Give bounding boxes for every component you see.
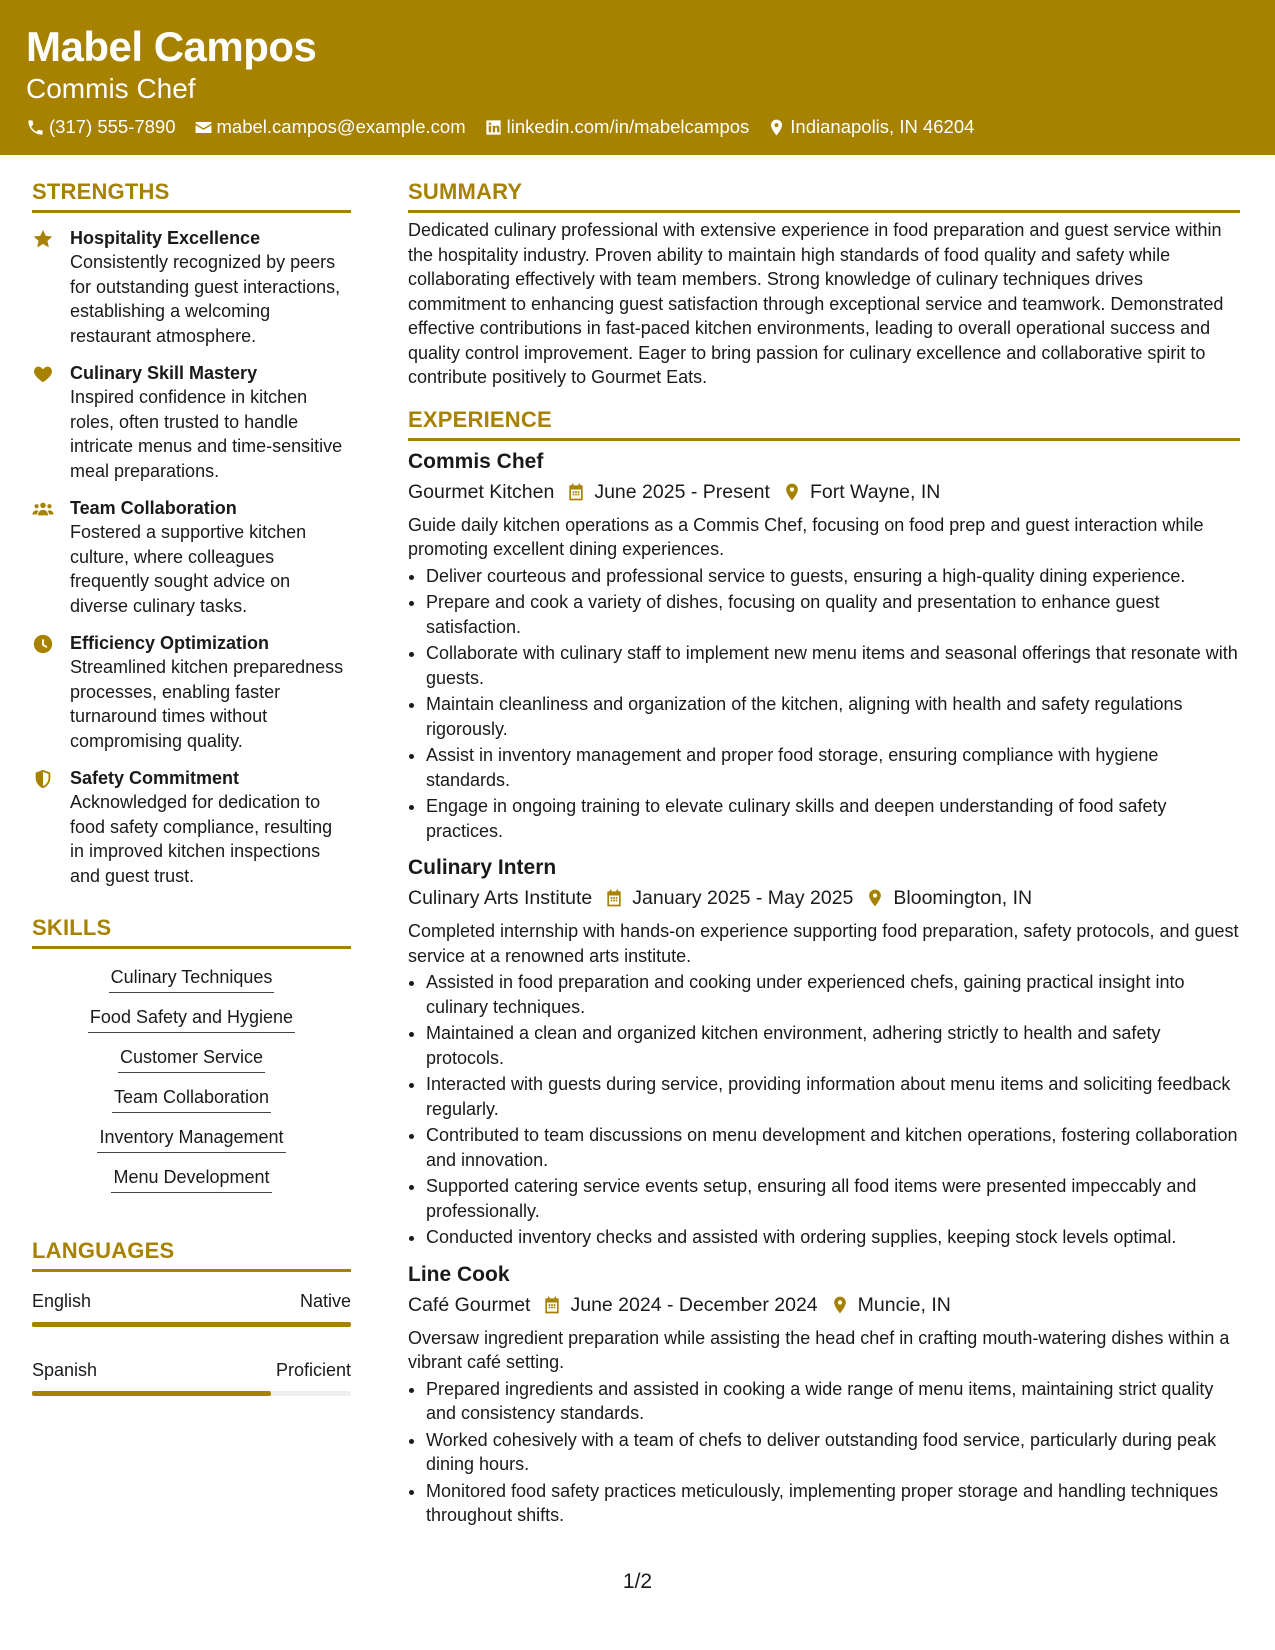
candidate-title: Commis Chef xyxy=(26,73,196,104)
job-bullets xyxy=(408,564,1240,844)
skills-list xyxy=(32,949,351,1193)
language-item xyxy=(32,1288,351,1327)
heart-icon xyxy=(32,363,54,385)
job-meta xyxy=(408,883,1240,913)
language-item xyxy=(32,1357,351,1396)
job-meta xyxy=(408,1290,1240,1320)
job-bullet: • Interacted with guests during service, providing information about menu items and soliciting feedback regularly. xyxy=(426,1072,1240,1121)
job-dates: June 2025 - Present xyxy=(594,480,770,503)
job-bullets xyxy=(408,970,1240,1250)
email-text[interactable]: mabel.campos@example.com xyxy=(216,116,466,137)
strength-desc: Streamlined kitchen preparedness processes, enabling faster turnaround times without compromising quality. xyxy=(70,657,344,751)
left-column xyxy=(32,176,351,1396)
contact-bar xyxy=(26,115,992,139)
language-bar xyxy=(32,1322,351,1327)
job-title: Commis Chef xyxy=(408,449,544,473)
strengths-list xyxy=(32,226,351,888)
skill-tag: Customer Service xyxy=(118,1044,265,1073)
job-location: Fort Wayne, IN xyxy=(809,480,941,503)
strength-item xyxy=(32,766,351,888)
strength-desc: Fostered a supportive kitchen culture, where colleagues frequently sought advice on diverse culinary tasks. xyxy=(70,522,307,616)
job-bullet: • Assisted in food preparation and cooking under experienced chefs, gaining practical insight into culinary techniques. xyxy=(426,970,1240,1019)
contact-location xyxy=(767,115,974,139)
contact-email[interactable] xyxy=(194,115,466,139)
skill-tag: Team Collaboration xyxy=(112,1084,271,1113)
job-bullet: • Deliver courteous and professional service to guests, ensuring a high-quality dining experience. xyxy=(426,564,1240,589)
location-pin-icon xyxy=(767,118,786,137)
job-location: Bloomington, IN xyxy=(893,887,1033,909)
languages-heading: LANGUAGES xyxy=(32,1235,351,1272)
skills-heading: SKILLS xyxy=(32,912,351,949)
location-pin-icon xyxy=(865,888,885,908)
job-dates: January 2025 - May 2025 xyxy=(632,887,854,909)
location-text: Indianapolis, IN 46204 xyxy=(790,116,975,137)
calendar-icon xyxy=(604,888,624,908)
job-entry xyxy=(408,447,1240,844)
strength-name: Hospitality Excellence xyxy=(70,228,261,248)
job-bullet: • Prepared ingredients and assisted in cooking a wide range of menu items, maintaining strict quality and consistency standards. xyxy=(426,1377,1240,1426)
job-bullet: • Supported catering service events setup, ensuring all food items were presented impeccably and professionally. xyxy=(426,1174,1240,1223)
location-pin-icon xyxy=(782,482,802,502)
job-entry xyxy=(408,853,1240,1250)
strength-item xyxy=(32,496,351,618)
job-description: Completed internship with hands-on experience supporting food preparation, safety protocols, and guest service at a renowned arts institute. xyxy=(408,921,1239,966)
language-name: English xyxy=(32,1291,92,1311)
job-location: Muncie, IN xyxy=(857,1293,951,1316)
linkedin-icon xyxy=(484,118,503,137)
job-bullet: • Collaborate with culinary staff to implement new menu items and seasonal offerings that resonate with guests. xyxy=(426,641,1240,690)
job-bullet: • Maintain cleanliness and organization of the kitchen, aligning with health and safety regulations rigorously. xyxy=(426,692,1240,741)
skill-tag: Food Safety and Hygiene xyxy=(88,1004,295,1033)
experience-heading: EXPERIENCE xyxy=(408,404,1240,441)
languages-list xyxy=(32,1288,351,1396)
calendar-icon xyxy=(542,1295,562,1315)
job-entry xyxy=(408,1260,1240,1528)
resume-header xyxy=(0,0,1275,155)
job-company: Café Gourmet xyxy=(408,1293,531,1316)
job-dates: June 2024 - December 2024 xyxy=(570,1293,818,1316)
language-bar-fill xyxy=(32,1322,351,1327)
skill-tag: Culinary Techniques xyxy=(109,964,275,993)
phone-text: (317) 555-7890 xyxy=(49,116,176,137)
linkedin-text[interactable]: linkedin.com/in/mabelcampos xyxy=(506,116,750,137)
job-bullet: • Monitored food safety practices meticulously, implementing proper storage and handling techniques throughout shifts. xyxy=(426,1479,1240,1528)
job-bullet: • Prepare and cook a variety of dishes, focusing on quality and presentation to enhance guest satisfaction. xyxy=(426,590,1240,639)
calendar-icon xyxy=(566,482,586,502)
strength-name: Efficiency Optimization xyxy=(70,633,270,653)
strength-desc: Consistently recognized by peers for outstanding guest interactions, establishing a welcoming restaurant atmosphere. xyxy=(70,252,341,346)
strength-item xyxy=(32,226,351,348)
contact-phone xyxy=(26,115,176,139)
job-title: Culinary Intern xyxy=(408,856,557,879)
shield-icon xyxy=(32,768,54,790)
clock-icon xyxy=(32,633,54,655)
strength-name: Culinary Skill Mastery xyxy=(70,363,258,383)
job-bullet: • Engage in ongoing training to elevate culinary skills and deepen understanding of food safety practices. xyxy=(426,794,1240,843)
summary-heading: SUMMARY xyxy=(408,176,1240,213)
strength-item xyxy=(32,361,351,483)
strength-desc: Inspired confidence in kitchen roles, often trusted to handle intricate menus and time-sensitive meal preparations. xyxy=(70,387,343,481)
strengths-heading: STRENGTHS xyxy=(32,176,351,213)
job-company: Culinary Arts Institute xyxy=(408,887,593,909)
page-number: 1/2 xyxy=(622,1570,653,1593)
job-bullet: • Assist in inventory management and proper food storage, ensuring compliance with hygiene standards. xyxy=(426,743,1240,792)
job-company: Gourmet Kitchen xyxy=(408,480,555,503)
language-bar-fill xyxy=(32,1391,271,1396)
job-bullet: • Conducted inventory checks and assisted with ordering supplies, keeping stock levels optimal. xyxy=(426,1225,1240,1250)
language-bar xyxy=(32,1391,351,1396)
contact-linkedin[interactable] xyxy=(484,115,750,139)
job-bullets xyxy=(408,1377,1240,1528)
summary-text: Dedicated culinary professional with extensive experience in food preparation and guest service within the hospitality industry. Proven ability to maintain high standards of food quality and safety while collaborating effectively with team members. Strong knowledge of culinary techniques drives commitment to enhancing guest satisfaction through exceptional service and teamwork. Demonstrated effective contributions in fast-paced kitchen environments, leading to overall operational success and quality control improvement. Eager to bring passion for culinary excellence and collaborative spirit to contribute positively to Gourmet Eats. xyxy=(408,220,1224,387)
location-pin-icon xyxy=(830,1295,850,1315)
users-icon xyxy=(32,498,54,520)
skill-tag: Menu Development xyxy=(111,1164,271,1193)
job-bullet: • Worked cohesively with a team of chefs to deliver outstanding food service, particularly during peak dining hours. xyxy=(426,1428,1240,1477)
phone-icon xyxy=(26,118,45,137)
language-level: Native xyxy=(299,1291,351,1311)
job-description: Oversaw ingredient preparation while assisting the head chef in crafting mouth-watering dishes within a vibrant café setting. xyxy=(408,1327,1230,1372)
job-bullet: • Maintained a clean and organized kitchen environment, adhering strictly to health and safety protocols. xyxy=(426,1021,1240,1070)
skill-tag: Inventory Management xyxy=(97,1124,285,1153)
candidate-name: Mabel Campos xyxy=(26,23,317,70)
job-meta xyxy=(408,477,1240,507)
strength-desc: Acknowledged for dedication to food safety compliance, resulting in improved kitchen inspections and guest trust. xyxy=(70,792,333,886)
right-column xyxy=(408,176,1240,1530)
strength-name: Team Collaboration xyxy=(70,498,237,518)
job-description: Guide daily kitchen operations as a Commis Chef, focusing on food prep and guest interaction while promoting excellent dining experiences. xyxy=(408,514,1204,559)
strength-name: Safety Commitment xyxy=(70,768,240,788)
job-title: Line Cook xyxy=(408,1262,510,1286)
strength-item xyxy=(32,631,351,753)
job-bullet: • Contributed to team discussions on menu development and kitchen operations, fostering collaboration and innovation. xyxy=(426,1123,1240,1172)
language-name: Spanish xyxy=(32,1360,98,1380)
star-icon xyxy=(32,228,54,250)
language-level: Proficient xyxy=(275,1360,351,1380)
mail-icon xyxy=(194,118,213,137)
